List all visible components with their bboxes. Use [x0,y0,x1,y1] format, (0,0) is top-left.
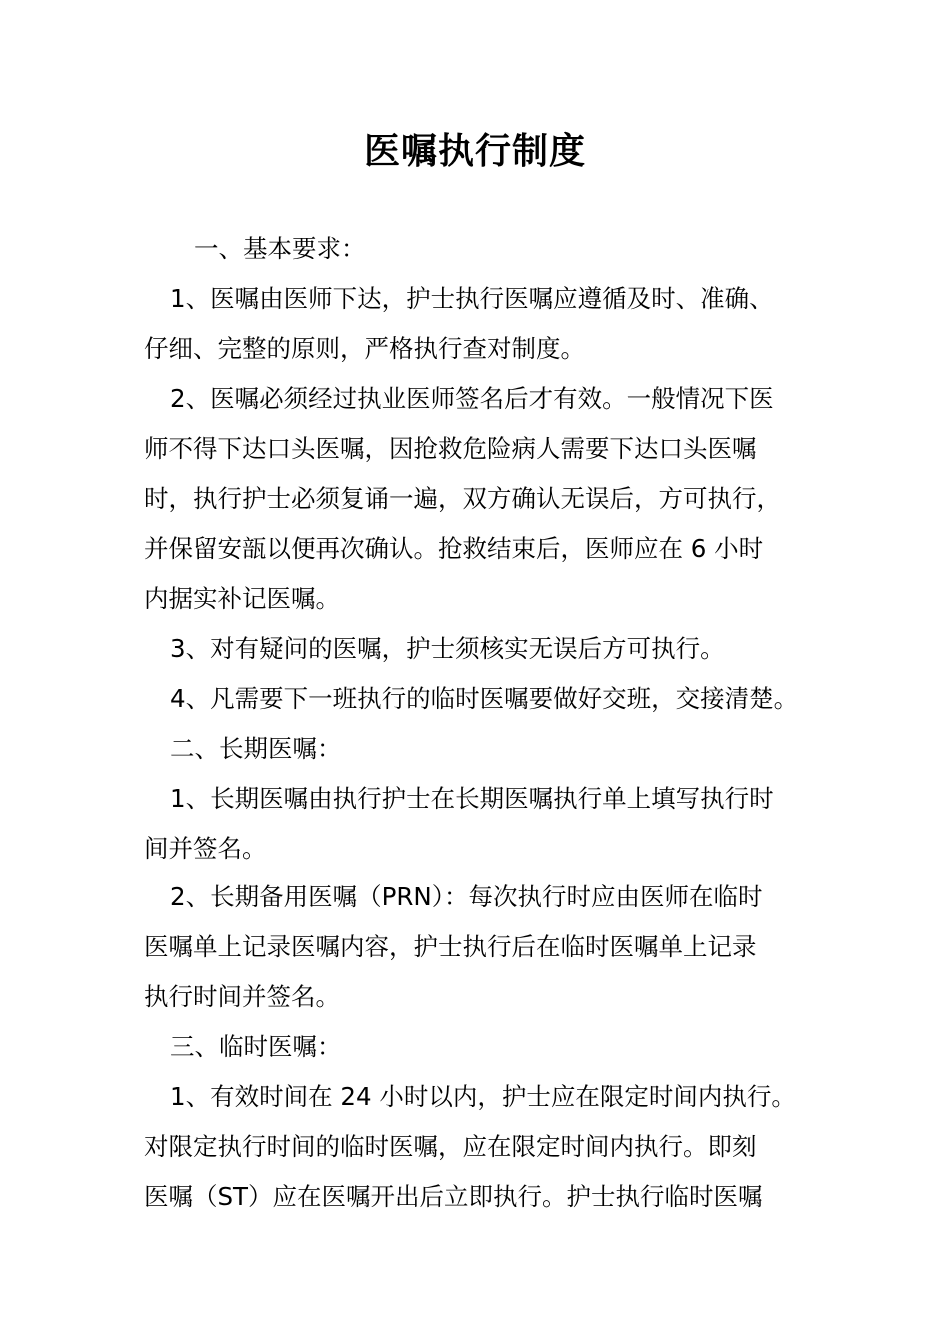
paragraph-line: 1、医嘱由医师下达，护士执行医嘱应遵循及时、准确、 [170,284,774,313]
paragraph-line: 4、凡需要下一班执行的临时医嘱要做好交班，交接清楚。 [170,684,799,713]
paragraph-line: 执行时间并签名。 [144,982,340,1011]
paragraph-line: 师不得下达口头医嘱，因抢救危险病人需要下达口头医嘱 [144,434,757,463]
paragraph-line: 并保留安瓿以便再次确认。抢救结束后，医师应在 6 小时 [144,534,764,563]
paragraph-line: 医嘱（ST）应在医嘱开出后立即执行。护士执行临时医嘱 [144,1182,763,1211]
paragraph-line: 2、长期备用医嘱（PRN）：每次执行时应由医师在临时 [170,882,763,911]
paragraph-line: 1、有效时间在 24 小时以内，护士应在限定时间内执行。 [170,1082,796,1111]
paragraph-line: 医嘱单上记录医嘱内容，护士执行后在临时医嘱单上记录 [144,932,757,961]
paragraph-line: 3、对有疑问的医嘱，护士须核实无误后方可执行。 [170,634,725,663]
paragraph-line: 间并签名。 [144,834,267,863]
paragraph-line: 对限定执行时间的临时医嘱，应在限定时间内执行。即刻 [144,1132,757,1161]
paragraph-line: 2、医嘱必须经过执业医师签名后才有效。一般情况下医 [170,384,774,413]
section-heading: 三、临时医嘱： [170,1032,342,1061]
paragraph-line: 时，执行护士必须复诵一遍，双方确认无误后，方可执行， [144,484,781,513]
section-heading: 二、长期医嘱： [170,734,342,763]
paragraph-line: 仔细、完整的原则，严格执行查对制度。 [144,334,585,363]
section-heading: 一、基本要求： [194,234,366,263]
paragraph-line: 1、长期医嘱由执行护士在长期医嘱执行单上填写执行时 [170,784,774,813]
document-title: 医嘱执行制度 [363,131,586,172]
paragraph-line: 内据实补记医嘱。 [144,584,340,613]
